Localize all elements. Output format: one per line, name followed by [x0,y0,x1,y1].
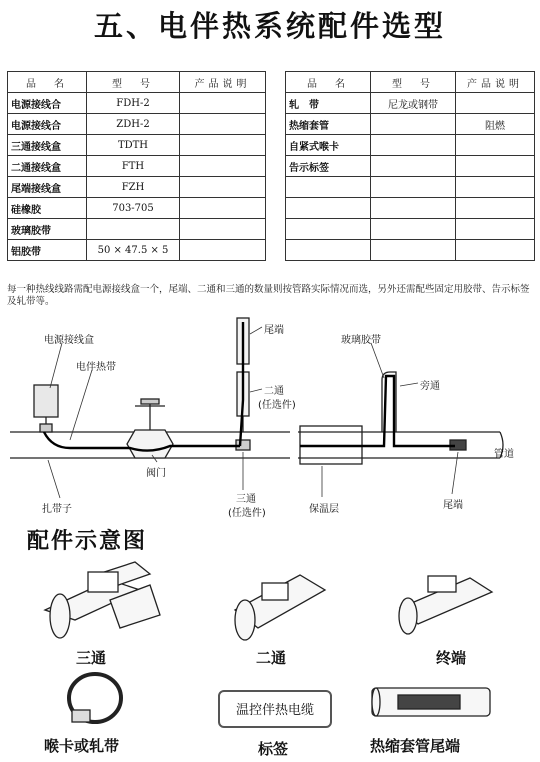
label-pipe: 管道 [494,449,514,460]
label-power-box: 电源接线盒 [44,335,94,346]
item-name: 自紧式喉卡 [286,135,371,156]
caption-clamp: 喉卡或轧带 [44,737,120,755]
item-model: TDTH [87,135,180,156]
item-name: 硅橡胶 [8,198,87,219]
section-title: 配件示意图 [27,529,148,554]
label-heat-cable: 电伴热带 [76,362,116,373]
item-model: 50 × 47.5 × 5 [87,240,180,261]
label-insulation: 保温层 [309,504,339,515]
label-two-way: 二通 [264,386,284,397]
item-name: 尾端接线盒 [8,177,87,198]
item-name: 玻璃胶带 [8,219,87,240]
selection-note: 每一种热线线路需配电源接线盒一个，尾端、二通和三通的数量则按管路实际情况而选，另外还需配些固定用胶带、告示标签及轧带等。 [7,284,530,307]
page-title: 五、电伴热系统配件选型 [93,9,446,43]
label-tie: 扎带子 [42,504,72,515]
item-desc: 阻燃 [456,114,535,135]
item-name: 热缩套管 [286,114,371,135]
label-two-way-optional: (任选件) [258,400,296,411]
label-tail: 尾端 [264,325,284,336]
column-header-desc: 产品说明 [180,72,266,93]
item-model: FTH [87,156,180,177]
label-three-way-optional: (任选件) [228,508,266,519]
column-header-name: 品 名 [8,72,87,93]
caption-two-way: 二通 [256,649,287,667]
label-glass-tape: 玻璃胶带 [341,335,381,346]
label-bypass: 旁通 [420,381,440,392]
item-name: 电源接线合 [8,114,87,135]
item-name: 二通接线盒 [8,156,87,177]
column-header-model: 型 号 [371,72,456,93]
item-name: 电源接线合 [8,93,87,114]
caption-end: 终端 [436,649,467,667]
label-tail-2: 尾端 [443,500,463,511]
caption-heat-shrink: 热缩套管尾端 [370,737,461,755]
label-three-way: 三通 [236,494,256,505]
item-name: 铝胶带 [8,240,87,261]
item-model: ZDH-2 [87,114,180,135]
item-name: 三通接线盒 [8,135,87,156]
item-model: FZH [87,177,180,198]
column-header-name: 品 名 [286,72,371,93]
item-name: 告示标签 [286,156,371,177]
item-model: 尼龙或钢带 [371,93,456,114]
item-name: 轧 带 [286,93,371,114]
sample-label-box: 温控伴热电缆 [218,690,332,728]
label-valve: 阀门 [146,468,166,479]
item-model: FDH-2 [87,93,180,114]
caption-three-way: 三通 [76,649,107,667]
column-header-desc: 产品说明 [456,72,535,93]
column-header-model: 型 号 [87,72,180,93]
item-model: 703-705 [87,198,180,219]
caption-label: 标签 [258,740,289,758]
